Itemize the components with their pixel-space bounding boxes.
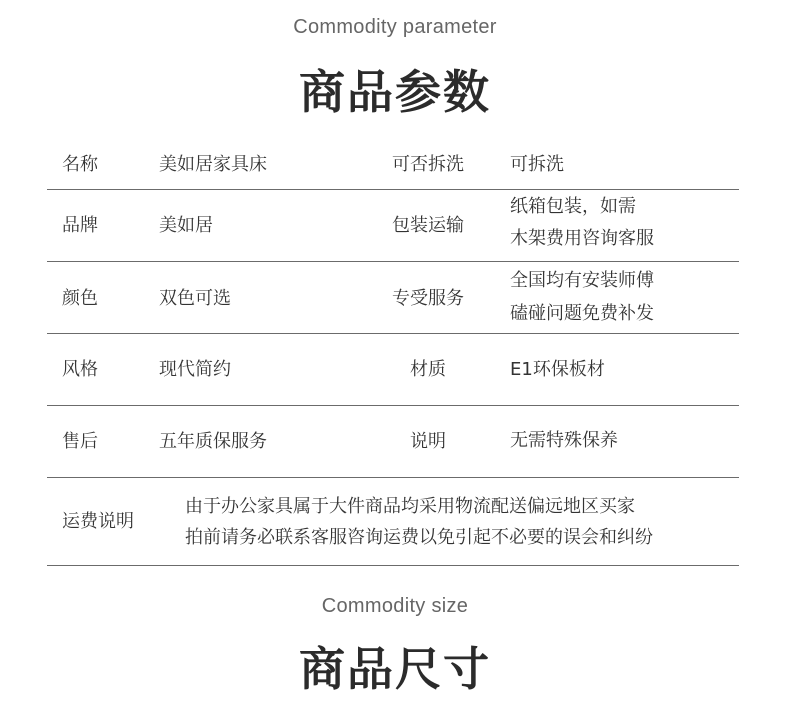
row-value: 美如居 bbox=[159, 215, 213, 236]
freight-note-line: 由于办公家具属于大件商品均采用物流配送偏远地区买家 bbox=[185, 496, 635, 517]
row-label-2: 可否拆洗 bbox=[392, 154, 464, 175]
size-subtitle: Commodity size bbox=[321, 595, 469, 617]
row-divider bbox=[47, 333, 739, 334]
row-value: 双色可选 bbox=[159, 288, 231, 309]
row-divider bbox=[47, 565, 739, 566]
row-divider bbox=[47, 189, 739, 190]
row-label: 颜色 bbox=[62, 288, 98, 309]
row-label-2: 包装运输 bbox=[392, 215, 464, 236]
row-divider bbox=[47, 261, 739, 262]
row-label-2: 专受服务 bbox=[392, 288, 464, 309]
row-value-2: 全国均有安装师傅 bbox=[510, 270, 654, 291]
row-label: 名称 bbox=[62, 154, 98, 175]
freight-label: 运费说明 bbox=[62, 511, 134, 532]
row-label: 品牌 bbox=[62, 215, 98, 236]
size-title: 商品尺寸 bbox=[299, 642, 491, 696]
row-divider bbox=[47, 477, 739, 478]
param-title: 商品参数 bbox=[299, 65, 491, 119]
freight-note-line: 拍前请务必联系客服咨询运费以免引起不必要的误会和纠纷 bbox=[185, 527, 653, 548]
row-value-2: 磕碰问题免费补发 bbox=[510, 303, 654, 324]
row-value: 美如居家具床 bbox=[159, 154, 267, 175]
param-subtitle: Commodity parameter bbox=[293, 16, 497, 38]
row-value-2: 无需特殊保养 bbox=[510, 430, 618, 451]
row-label-2: 材质 bbox=[410, 359, 446, 380]
row-label-2: 说明 bbox=[410, 431, 446, 452]
row-value-2: E1环保板材 bbox=[510, 359, 605, 380]
row-value-2: 木架费用咨询客服 bbox=[510, 228, 654, 249]
row-label: 风格 bbox=[62, 359, 98, 380]
row-value: 五年质保服务 bbox=[159, 431, 267, 452]
row-value: 现代简约 bbox=[159, 359, 231, 380]
row-value-2: 可拆洗 bbox=[510, 154, 564, 175]
row-value-2: 纸箱包装，如需 bbox=[510, 196, 636, 217]
row-divider bbox=[47, 405, 739, 406]
row-label: 售后 bbox=[62, 431, 98, 452]
